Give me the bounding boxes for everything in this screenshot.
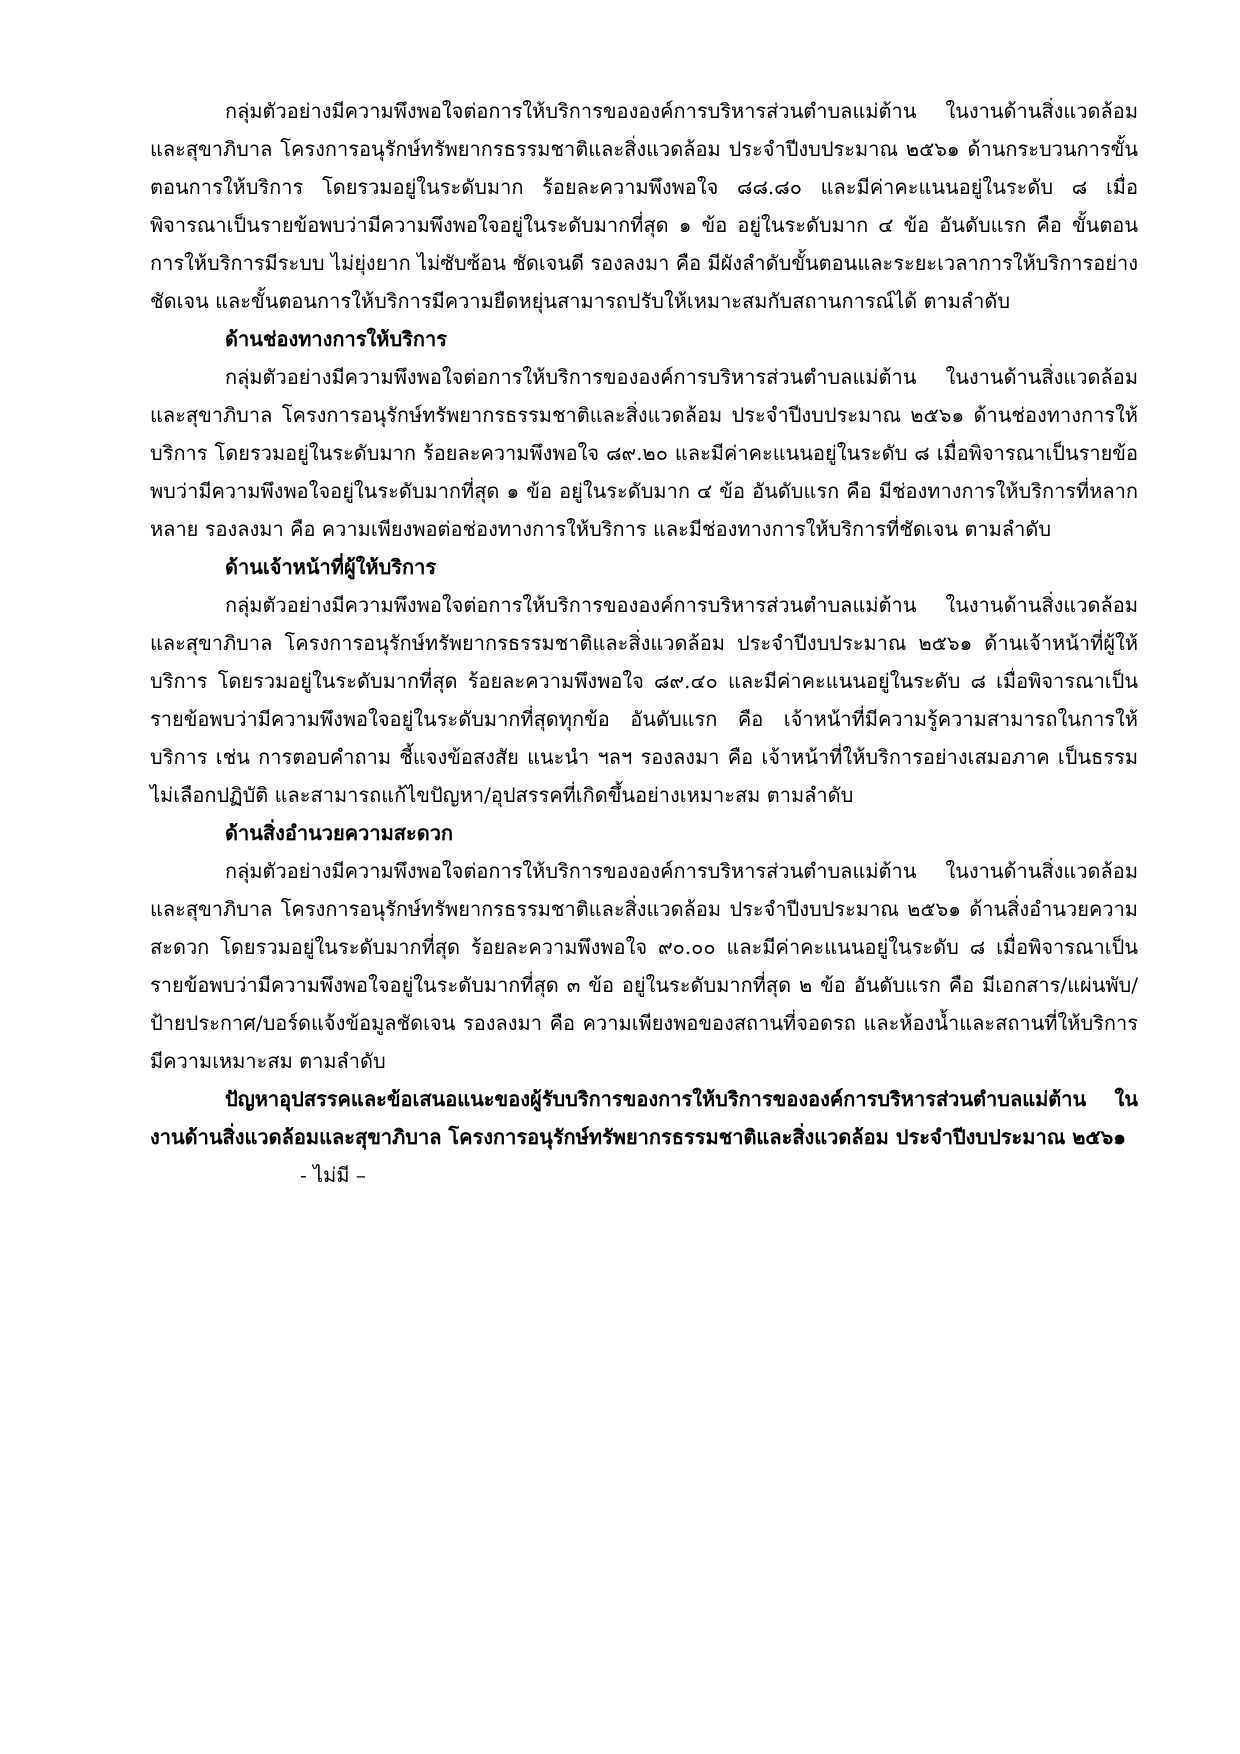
problems-heading: ปัญหาอุปสรรคและข้อเสนอแนะของผู้รับบริการของการให้บริการขององค์การบริหารส่วนตำบลแม่ต้าน ในงานด้านสิ่งแวดล้อมและสุขาภิบาล โครงการอนุรักษ์ทรัพยากรธรรมชาติและสิ่งแวดล้อม ประจำปีงบประมาณ ๒๕๖๑ xyxy=(150,1087,1138,1149)
process-section-body: กลุ่มตัวอย่างมีความพึงพอใจต่อการให้บริการขององค์การบริหารส่วนตำบลแม่ต้าน ในงานด้านสิ่งแวดล้อมและสุขาภิบาล โครงการอนุรักษ์ทรัพยากรธรรมชาติและสิ่งแวดล้อม ประจำปีงบประมาณ ๒๕๖๑ ด้านกระบวนการขั้นตอนการให้บริการ โดยรวมอยู่ในระดับมาก ร้อยละความพึงพอใจ ๘๘.๘๐ และมีค่าคะแนนอยู่ในระดับ ๘ เมื่อพิจารณาเป็นรายข้อพบว่ามีความพึงพอใจอยู่ในระดับมากที่สุด ๑ ข้อ อยู่ในระดับมาก ๔ ข้อ อันดับแรก คือ ขั้นตอนการให้บริการมีระบบ ไม่ยุ่งยาก ไม่ซับซ้อน ชัดเจนดี รองลงมา คือ มีผังลำดับขั้นตอนและระยะเวลาการให้บริการอย่างชัดเจน และขั้นตอนการให้บริการมีความยืดหยุ่นสามารถปรับให้เหมาะสมกับสถานการณ์ได้ ตามลำดับ xyxy=(150,99,1138,313)
channel-section-body: กลุ่มตัวอย่างมีความพึงพอใจต่อการให้บริการขององค์การบริหารส่วนตำบลแม่ต้าน ในงานด้านสิ่งแวดล้อมและสุขาภิบาล โครงการอนุรักษ์ทรัพยากรธรรมชาติและสิ่งแวดล้อม ประจำปีงบประมาณ ๒๕๖๑ ด้านช่องทางการให้บริการ โดยรวมอยู่ในระดับมาก ร้อยละความพึงพอใจ ๘๙.๒๐ และมีค่าคะแนนอยู่ในระดับ ๘ เมื่อพิจารณาเป็นรายข้อพบว่ามีความพึงพอใจอยู่ในระดับมากที่สุด ๑ ข้อ อยู่ในระดับมาก ๔ ข้อ อันดับแรก คือ มีช่องทางการให้บริการที่หลากหลาย รองลงมา คือ ความเพียงพอต่อช่องทางการให้บริการ และมีช่องทางการให้บริการที่ชัดเจน ตามลำดับ xyxy=(150,365,1138,541)
problems-none-note: - ไม่มี – xyxy=(300,1163,366,1187)
document-page xyxy=(150,92,1138,1194)
facilities-section-body: กลุ่มตัวอย่างมีความพึงพอใจต่อการให้บริการขององค์การบริหารส่วนตำบลแม่ต้าน ในงานด้านสิ่งแวดล้อมและสุขาภิบาล โครงการอนุรักษ์ทรัพยากรธรรมชาติและสิ่งแวดล้อม ประจำปีงบประมาณ ๒๕๖๑ ด้านสิ่งอำนวยความสะดวก โดยรวมอยู่ในระดับมากที่สุด ร้อยละความพึงพอใจ ๙๐.๐๐ และมีค่าคะแนนอยู่ในระดับ ๘ เมื่อพิจารณาเป็นรายข้อพบว่ามีความพึงพอใจอยู่ในระดับมากที่สุด ๓ ข้อ อยู่ในระดับมากที่สุด ๒ ข้อ อันดับแรก คือ มีเอกสาร/แผ่นพับ/ป้ายประกาศ/บอร์ดแจ้งข้อมูลชัดเจน รองลงมา คือ ความเพียงพอของสถานที่จอดรถ และห้องน้ำและสถานที่ให้บริการมีความเหมาะสม ตามลำดับ xyxy=(150,859,1138,1073)
channel-section-heading: ด้านช่องทางการให้บริการ xyxy=(225,327,447,351)
staff-section-body: กลุ่มตัวอย่างมีความพึงพอใจต่อการให้บริการขององค์การบริหารส่วนตำบลแม่ต้าน ในงานด้านสิ่งแวดล้อมและสุขาภิบาล โครงการอนุรักษ์ทรัพยากรธรรมชาติและสิ่งแวดล้อม ประจำปีงบประมาณ ๒๕๖๑ ด้านเจ้าหน้าที่ผู้ให้บริการ โดยรวมอยู่ในระดับมากที่สุด ร้อยละความพึงพอใจ ๘๙.๔๐ และมีค่าคะแนนอยู่ในระดับ ๘ เมื่อพิจารณาเป็นรายข้อพบว่ามีความพึงพอใจอยู่ในระดับมากที่สุดทุกข้อ อันดับแรก คือ เจ้าหน้าที่มีความรู้ความสามารถในการให้บริการ เช่น การตอบคำถาม ชี้แจงข้อสงสัย แนะนำ ฯลฯ รองลงมา คือ เจ้าหน้าที่ให้บริการอย่างเสมอภาค เป็นธรรม ไม่เลือกปฏิบัติ และสามารถแก้ไขปัญหา/อุปสรรคที่เกิดขึ้นอย่างเหมาะสม ตามลำดับ xyxy=(150,593,1138,807)
facilities-section-heading: ด้านสิ่งอำนวยความสะดวก xyxy=(225,821,454,845)
staff-section-heading: ด้านเจ้าหน้าที่ผู้ให้บริการ xyxy=(225,555,437,579)
